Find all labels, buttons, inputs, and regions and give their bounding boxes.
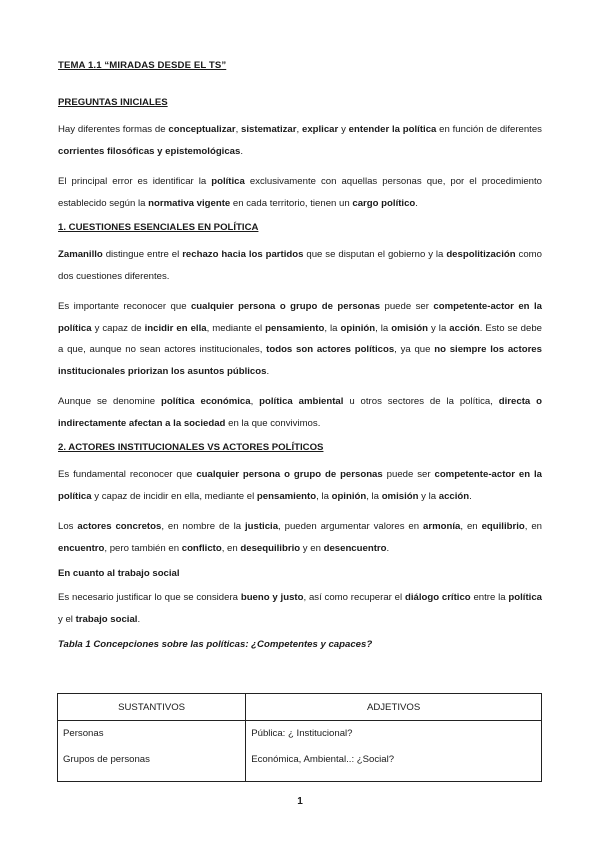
paragraph: Zamanillo distingue entre el rechazo hacia los partidos que se disputan el gobierno y la despolitización como dos cuestiones diferentes. [58, 249, 543, 282]
bold-text: justicia [244, 521, 279, 532]
bold-text: política ambiental [259, 396, 344, 407]
table-cell-line: Personas [63, 728, 104, 739]
bold-text: entender la política [348, 124, 437, 135]
bold-text: acción [438, 490, 470, 502]
bold-text: equilibrio [481, 521, 525, 532]
table-header-adjetivos: ADJETIVOS [246, 694, 542, 721]
bold-text: normativa vigente [148, 197, 231, 209]
bold-text: explicar [301, 124, 339, 135]
bold-text: encuentro [58, 542, 105, 554]
bold-text: competente-actor en la política [58, 301, 542, 334]
section-heading-cuestiones: 1. CUESTIONES ESENCIALES EN POLÍTICA [58, 222, 259, 233]
bold-text: pensamiento [265, 322, 325, 334]
document-title: TEMA 1.1 “MIRADAS DESDE EL TS” [58, 60, 227, 71]
table-cell-sustantivos [58, 721, 246, 782]
bold-text: trabajo social [75, 613, 138, 625]
bold-text: bueno y justo [240, 592, 304, 603]
section-heading-preguntas: PREGUNTAS INICIALES [58, 97, 168, 108]
bold-text: actores concretos [77, 521, 162, 532]
bold-text: diálogo crítico [404, 592, 471, 603]
table-header-sustantivos: SUSTANTIVOS [58, 694, 246, 721]
bold-text: rechazo hacia los partidos [182, 249, 304, 260]
bold-text: incidir en ella [144, 322, 207, 334]
concepts-table [57, 693, 542, 782]
table-cell-line: Grupos de personas [63, 754, 150, 765]
table-row [58, 721, 542, 782]
bold-text: opinión [340, 322, 376, 334]
bold-text: omisión [381, 490, 419, 502]
bold-text: corrientes filosóficas y epistemológicas [58, 145, 241, 157]
subheading-trabajo-social: En cuanto al trabajo social [58, 568, 180, 579]
table-cell-line: Pública: ¿ Institucional? [251, 728, 353, 739]
paragraph: Es fundamental reconocer que cualquier persona o grupo de personas puede ser competente-actor en la política y capaz de incidir en ella, mediante el pensamiento, la opinión, la omisión y la acción. [58, 469, 542, 502]
table-caption: Tabla 1 Concepciones sobre las políticas: ¿Competentes y capaces? [58, 639, 373, 650]
bold-text: competente-actor en la política [58, 469, 542, 502]
bold-text: despolitización [446, 249, 516, 260]
paragraph: Aunque se denomine política económica, política ambiental u otros sectores de la política, directa o indirectamente afectan a la sociedad en la que convivimos. [58, 396, 542, 429]
page-number: 1 [297, 796, 303, 807]
bold-text: conflicto [181, 542, 222, 554]
document-body [58, 60, 542, 650]
table-cell-line: Económica, Ambiental..: ¿Social? [251, 754, 395, 765]
paragraph: Es necesario justificar lo que se considera bueno y justo, así como recuperar el diálogo crítico entre la política y el trabajo social. [58, 592, 542, 625]
bold-text: todos son actores políticos [266, 344, 395, 355]
bold-text: cualquier persona o grupo de personas [196, 469, 383, 480]
bold-text: Zamanillo [58, 249, 103, 260]
bold-text: opinión [331, 490, 367, 502]
paragraph: Los actores concretos, en nombre de la justicia, pueden argumentar valores en armonía, en equilibrio, en encuentro, pero también en conflicto, en desequilibrio y en desencuentro. [58, 521, 542, 554]
paragraph: Es importante reconocer que cualquier persona o grupo de personas puede ser competente-actor en la política y capaz de incidir en ella, mediante el pensamiento, la opinión, la omisión y la acción. Esto se debe a que, aunque no sean actores institucionales, todos son actores políticos, ya que no siempre los actores institucionales priorizan los asuntos públicos. [58, 301, 542, 377]
bold-text: cargo político [352, 197, 416, 209]
bold-text: conceptualizar [168, 124, 236, 135]
paragraph: El principal error es identificar la política exclusivamente con aquellas personas que, por el procedimiento establecido según la normativa vigente en cada territorio, tienen un cargo político. [58, 176, 542, 209]
bold-text: acción [449, 322, 480, 334]
bold-text: política [508, 592, 542, 603]
bold-text: no siempre los actores institucionales priorizan los asuntos públicos [58, 344, 542, 377]
bold-text: directa o indirectamente afectan a la sociedad [58, 396, 542, 429]
table-header-row [58, 694, 542, 721]
bold-text: pensamiento [256, 490, 317, 502]
paragraph: Hay diferentes formas de conceptualizar, sistematizar, explicar y entender la política en función de diferentes corrientes filosóficas y epistemológicas. [58, 124, 542, 157]
bold-text: omisión [391, 322, 429, 334]
section-heading-actores: 2. ACTORES INSTITUCIONALES VS ACTORES POLÍTICOS [58, 442, 324, 453]
bold-text: política [211, 176, 245, 187]
bold-text: sistematizar [241, 124, 297, 135]
table-cell-adjetivos [246, 721, 542, 782]
bold-text: desencuentro [323, 542, 387, 554]
bold-text: armonía [423, 521, 461, 532]
bold-text: desequilibrio [240, 542, 301, 554]
bold-text: política económica [161, 396, 251, 407]
bold-text: cualquier persona o grupo de personas [190, 301, 381, 312]
